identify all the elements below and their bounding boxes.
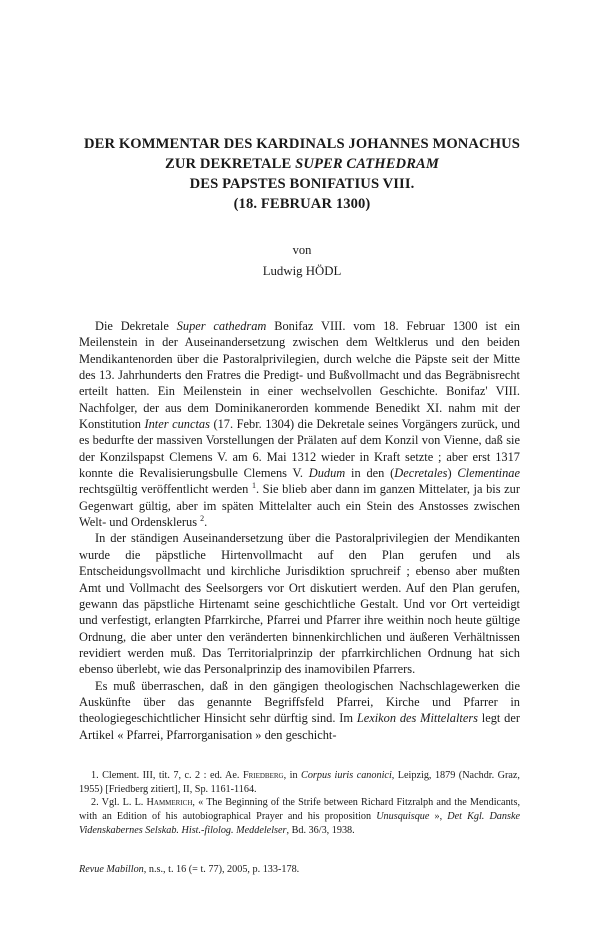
title-line-2: ZUR DEKRETALE SUPER CATHEDRAM — [165, 156, 439, 172]
article-body — [79, 318, 520, 743]
paragraph-1: Die Dekretale Super cathedram Bonifaz VIII. vom 18. Februar 1300 ist ein Meilenstein in der Auseinandersetzung zwischen dem Weltklerus und den beiden Mendikantenorden über die Pastoralprivilegien, durch welche die Päpste seit der Mitte des 13. Jahrhunderts den Fratres die Predigt- und Bußvollmacht und das Begräbnisrecht erteilt hatten. Ein Meilenstein in einer wechselvollen Geschichte. Bonifaz' VIII. Nachfolger, der aus dem Dominikanerorden kommende Benedikt XI. nahm mit der Konstitution Inter cunctas (17. Febr. 1304) die Dekretale seines Vorgängers zurück, und es bedurfte der massiven Vorstellungen der Prälaten auf dem Konzil von Vienne, daß sie der Konzilspapst Clemens V. am 6. Mai 1312 wieder in Kraft setzte ; aber erst 1317 konnte die Revalisierungsbulle Clemens V. Dudum in den (Decretales) Clementinae rechtsgültig veröffentlicht werden $^1$. Sie blieb aber dann im ganzen Mittelater, ja bis zur Gegenwart gültig, aber im späten Mittelalter auch ein Stein des Anstosses zwischen Welt- und Ordensklerus $^2$. — [79, 319, 520, 530]
byline-von: von — [292, 243, 312, 257]
title-line-4: (18. FEBRUAR 1300) — [233, 196, 371, 212]
author-name: Ludwig HÖDL — [262, 264, 342, 278]
footnote-1: 1. Clement. III, tit. 7, c. 2 : ed. Ae. Friedberg, in Corpus iuris canonici, Leipzig, 1879 (Nachdr. Graz, 1955) [Friedberg zitiert], II, Sp. 1161-1164. — [79, 770, 520, 795]
paragraph-3: Es muß überraschen, daß in den gängigen theologischen Nachschlagewerken die Auskünfte über das genannte Begriffsfeld Pfarrei, Kirche und Pfarrer in theologiegeschichtlicher Hinsicht sehr dürftig sind. Im Lexikon des Mittelalters legt der Artikel « Pfarrei, Pfarrorganisation » den geschicht- — [79, 678, 520, 742]
article-title — [60, 134, 544, 214]
journal-name: Revue Mabillon — [79, 864, 144, 875]
title-line-3: DES PAPSTES BONIFATIUS VIII. — [189, 176, 415, 192]
footnotes — [79, 769, 520, 838]
paragraph-2: In der ständigen Auseinandersetzung über die Pastoralprivilegien der Mendikanten wurde die päpstliche Hirtenvollmacht auf den Plan gerufen und als Entscheidungsvollmacht und kirchliche Jurisdiktion spruchreif ; ebenso aber mußten Amt und Vollmacht des Seelsorgers vor Ort diskutiert werden. Auf den Plan gerufen, gewann das päpstliche Hirtenamt seine geschichtliche Gestalt. Und vor Ort verteidigt und verfestigt, erlangten Pfarrkirche, Pfarrei und Pfarrer ihre weithin noch heute gültige Ordnung, die aber unter den veränderten binnenkirchlichen und äußeren Verhältnissen revidiert werden muß. Das Territorialprinzip der pfarrkirchlichen Ordnung hat sich ebenso überlebt, wie das Personalprinzip des inamovibilen Pfarrers. — [79, 531, 520, 677]
footnote-2: 2. Vgl. L. L. Hammerich, « The Beginning of the Strife between Richard Fitzralph and the Mendicants, with an Edition of his autobiographical Prayer and his proposition Unusquisque », Det Kgl. Danske Videnskabernes Selskab. Hist.-filolog. Meddelelser, Bd. 36/3, 1938. — [79, 797, 521, 836]
footnote-ref-2: 2 — [200, 514, 205, 523]
journal-citation: Revue Mabillon, n.s., t. 16 (= t. 77), 2005, p. 133-178. — [79, 864, 300, 875]
title-italic-phrase: SUPER CATHEDRAM — [295, 156, 439, 172]
title-line-1: DER KOMMENTAR DES KARDINALS JOHANNES MONACHUS — [84, 136, 520, 152]
footnote-ref-1: 1 — [251, 481, 256, 491]
